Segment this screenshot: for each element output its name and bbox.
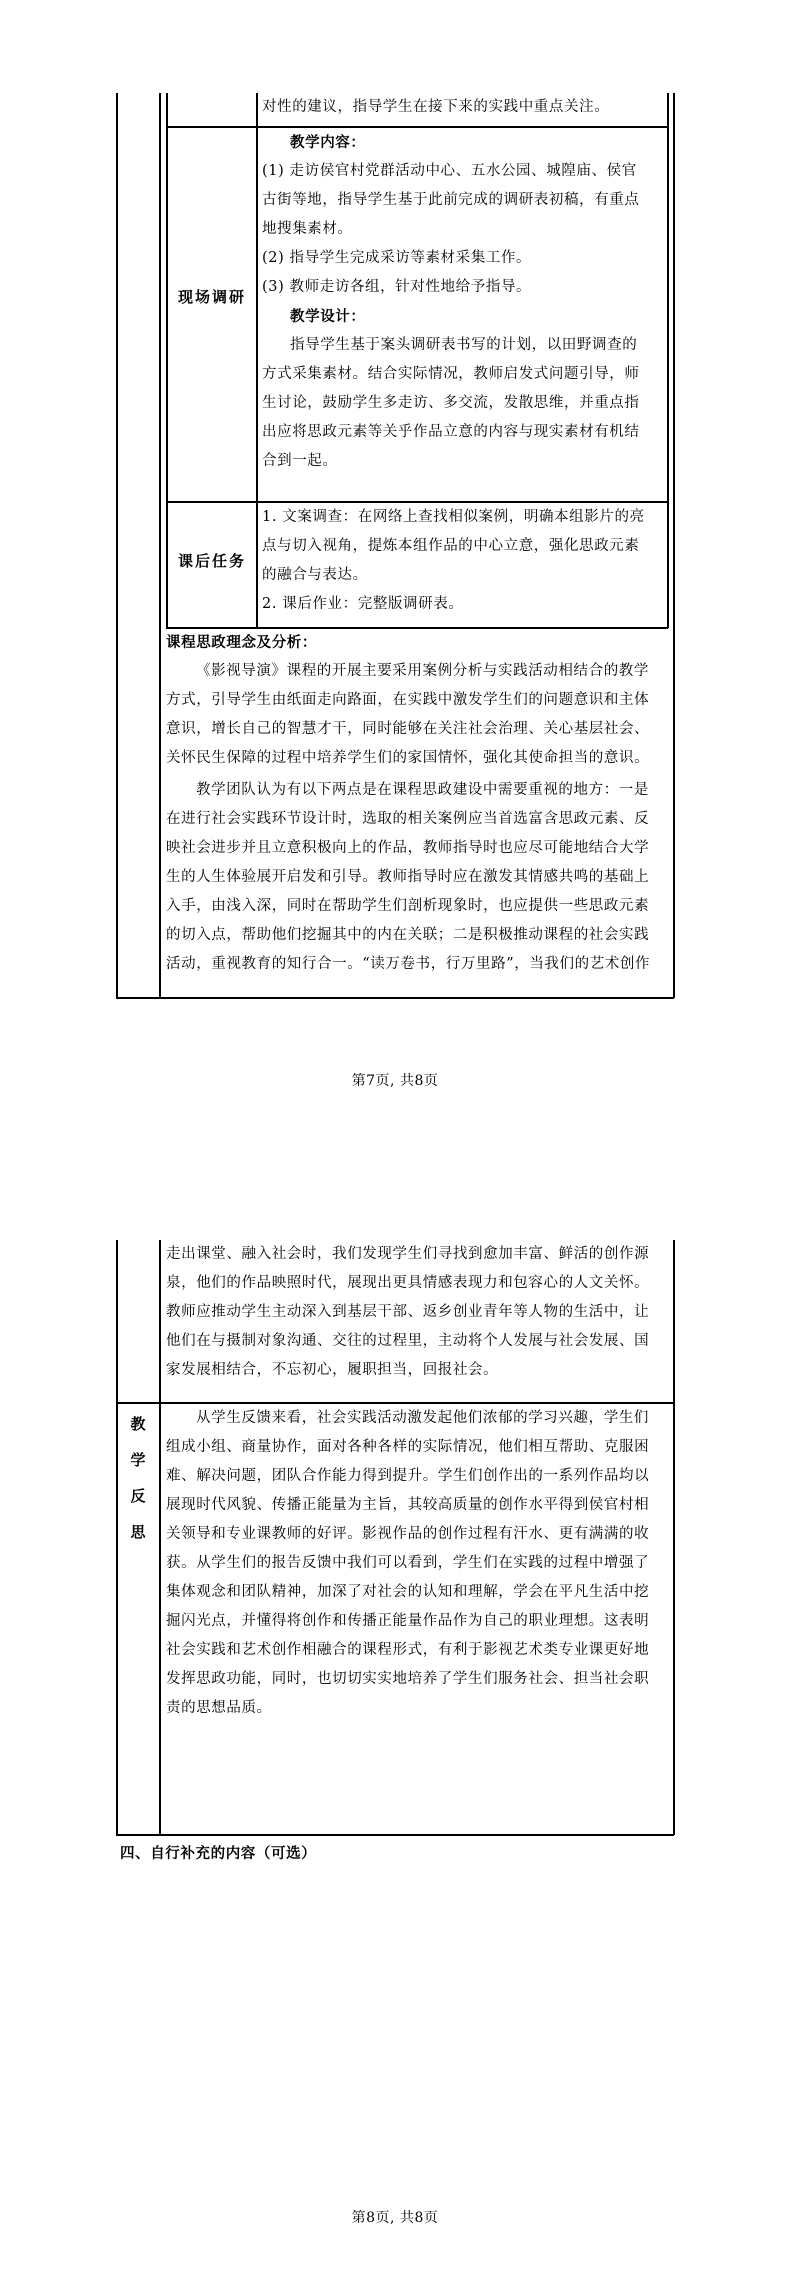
reflection-label-char: 思 xyxy=(130,1523,146,1541)
bottom-border xyxy=(116,997,674,999)
homework-label: 课后任务 xyxy=(178,552,247,570)
content-item: (1) 走访侯官村党群活动中心、五水公园、城隍庙、侯官 xyxy=(262,163,637,179)
page-footer: 第7页, 共8页 xyxy=(351,1073,439,1089)
design-line: 合到一起。 xyxy=(262,453,338,469)
continued-line: 家发展相结合，不忘初心，履职担当，回报社会。 xyxy=(166,1362,499,1378)
reflection-line: 从学生反馈来看，社会实践活动激发起他们浓郁的学习兴趣，学生们 xyxy=(196,1410,649,1426)
content-item: (3) 教师走访各组，针对性地给予指导。 xyxy=(262,279,532,295)
continued-line: 走出课堂、融入社会时，我们发现学生们寻找到愈加丰富、鲜活的创作源 xyxy=(166,1246,650,1262)
ideology-line: 入手，由浅入深，同时在帮助学生们剖析现象时，也应提供一些思政元素 xyxy=(166,898,650,914)
reflection-line: 关领导和专业课教师的好评。影视作品的创作过程有汗水、更有满满的收 xyxy=(166,1526,650,1542)
inner-left-border xyxy=(159,1240,161,1835)
reflection-line: 掘闪光点，并懂得将创作和传播正能量作品作为自己的职业理想。这表明 xyxy=(166,1613,650,1629)
ideology-line: 的切入点，帮助他们挖掘其中的内在关联；二是积极推动课程的社会实践 xyxy=(166,927,650,943)
reflection-label-char: 学 xyxy=(130,1451,146,1469)
inner-table-divider xyxy=(256,93,258,628)
outer-left-border xyxy=(116,93,118,998)
continued-line: 泉，他们的作品映照时代，展现出更具情感表现力和包容心的人文关怀。 xyxy=(166,1275,650,1291)
reflection-line: 集体观念和团队精神，加深了对社会的认知和理解，学会在平凡生活中挖 xyxy=(166,1584,650,1600)
inner-table-left xyxy=(166,93,168,628)
homework-line: 的融合与表达。 xyxy=(262,567,368,583)
ideology-line: 关怀民生保障的过程中培养学生们的家国情怀，强化其使命担当的意识。 xyxy=(166,750,650,766)
reflection-line: 获。从学生们的报告反馈中我们可以看到，学生们在实践的过程中增强了 xyxy=(166,1555,650,1571)
design-line: 指导学生基于案头调研表书写的计划，以田野调查的 xyxy=(290,337,638,353)
continued-line: 教师应推动学生主动深入到基层干部、返乡创业青年等人物的生活中，让 xyxy=(166,1304,650,1320)
homework-line: 1. 文案调查：在网络上查找相似案例，明确本组影片的亮 xyxy=(262,509,645,525)
reflection-line: 发挥思政功能，同时，也切切实实地培养了学生们服务社会、担当社会职 xyxy=(166,1671,650,1687)
inner-left-border xyxy=(159,93,161,998)
ideology-line: 意识，增长自己的智慧才干，同时能够在关注社会治理、关心基层社会、 xyxy=(166,721,650,737)
content-item: (2) 指导学生完成采访等素材采集工作。 xyxy=(262,250,532,266)
ideology-line: 在进行社会实践环节设计时，选取的相关案例应当首选富含思政元素、反 xyxy=(166,811,650,827)
page-7 xyxy=(0,0,790,1130)
ideology-line: 活动，重视教育的知行合一。“读万卷书，行万里路”，当我们的艺术创作 xyxy=(166,956,651,972)
design-line: 出应将思政元素等关乎作品立意的内容与现实素材有机结 xyxy=(262,424,640,440)
ideology-line: 教学团队认为有以下两点是在课程思政建设中需要重视的地方：一是 xyxy=(196,782,649,798)
outer-right-border xyxy=(673,93,675,998)
homework-line: 2. 课后作业：完整版调研表。 xyxy=(262,596,464,612)
section-four-heading: 四、自行补充的内容（可选） xyxy=(120,1845,317,1862)
content-item: 古街等地，指导学生基于此前完成的调研表初稿，有重点 xyxy=(262,192,640,208)
page-footer: 第8页, 共8页 xyxy=(351,2210,439,2226)
bottom-border xyxy=(116,1834,674,1836)
design-line: 方式采集素材。结合实际情况，教师启发式问题引导，师 xyxy=(262,366,640,382)
homework-line: 点与切入视角，提炼本组作品的中心立意，强化思政元素 xyxy=(262,538,640,554)
outer-right-border xyxy=(673,1240,675,1835)
ideology-line: 《影视导演》课程的开展主要采用案例分析与实践活动相结合的教学 xyxy=(196,663,649,679)
content-item: 地搜集素材。 xyxy=(262,221,353,237)
ideology-line: 映社会进步并且立意积极向上的作品，教师指导时也应尽可能地结合大学 xyxy=(166,840,650,856)
field-research-label: 现场调研 xyxy=(178,288,247,306)
reflection-label-char: 教 xyxy=(130,1415,146,1433)
reflection-label-char: 反 xyxy=(130,1487,146,1505)
top-line-text: 对性的建议，指导学生在接下来的实践中重点关注。 xyxy=(262,99,610,115)
design-heading: 教学设计： xyxy=(290,308,366,325)
reflection-line: 组成小组、商量协作，面对各种各样的实际情况，他们相互帮助、克服困 xyxy=(166,1439,650,1455)
ideology-line: 方式，引导学生由纸面走向路面，在实践中激发学生们的问题意识和主体 xyxy=(166,692,650,708)
page-8 xyxy=(0,1130,790,2269)
reflection-line: 责的思想品质。 xyxy=(166,1700,272,1716)
reflection-line: 难、解决问题，团队合作能力得到提升。学生们创作出的一系列作品均以 xyxy=(166,1468,650,1484)
ideology-line: 生的人生体验展开启发和引导。教师指导时应在激发其情感共鸣的基础上 xyxy=(166,869,650,885)
outer-left-border xyxy=(116,1240,118,1835)
continued-line: 他们在与摄制对象沟通、交往的过程里，主动将个人发展与社会发展、国 xyxy=(166,1333,650,1349)
reflection-line: 展现时代风貌、传播正能量为主旨，其较高质量的创作水平得到侯官村相 xyxy=(166,1497,650,1513)
design-line: 生讨论，鼓励学生多走访、多交流，发散思维，并重点指 xyxy=(262,395,640,411)
content-heading: 教学内容： xyxy=(290,134,366,151)
inner-row-line-1 xyxy=(166,126,668,128)
reflection-line: 社会实践和艺术创作相融合的课程形式，有利于影视艺术类专业课更好地 xyxy=(166,1642,650,1658)
ideology-heading: 课程思政理念及分析： xyxy=(166,634,317,651)
inner-table-right xyxy=(667,93,669,628)
